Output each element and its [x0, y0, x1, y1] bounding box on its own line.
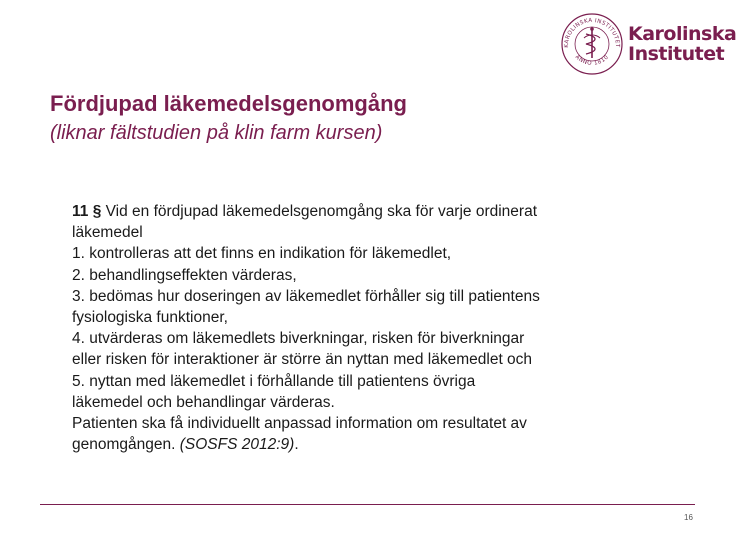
body-line-2: läkemedel	[72, 224, 143, 242]
body-line-1	[72, 201, 647, 222]
title-block	[50, 89, 590, 147]
body-line-12-end: .	[294, 436, 299, 454]
body-line-3: 1. kontrolleras att det finns en indikation för läkemedlet,	[72, 245, 452, 263]
body-line-12-start: genomgången.	[72, 436, 180, 454]
paragraph-lead: 11 §	[72, 203, 102, 220]
logo-name-line2: Institutet	[628, 43, 725, 65]
body-line-4: 2. behandlingseffekten värderas,	[72, 266, 297, 284]
body-line-11: Patienten ska få individuellt anpassad information om resultatet av	[72, 415, 527, 433]
body-line-9: 5. nyttan med läkemedlet i förhållande till patientens övriga	[72, 372, 476, 390]
body-line-6: fysiologiska funktioner,	[72, 309, 228, 327]
logo-name-line1: Karolinska	[628, 23, 736, 45]
citation: (SOSFS 2012:9)	[179, 436, 295, 454]
page-number: 16	[684, 513, 693, 522]
slide-body	[72, 201, 647, 455]
body-line-8: eller risken för interaktioner är större än nyttan med läkemedlet och	[72, 351, 533, 369]
body-line-5: 3. bedömas hur doseringen av läkemedlet förhåller sig till patientens	[72, 287, 540, 305]
slide-subtitle: (liknar fältstudien på klin farm kursen)	[50, 122, 383, 144]
body-line-12	[72, 434, 647, 455]
karolinska-wordmark	[628, 24, 736, 64]
svg-text:ANNO 1810: ANNO 1810	[573, 54, 611, 67]
karolinska-logo	[560, 12, 736, 76]
slide-title: Fördjupad läkemedelsgenomgång	[50, 91, 407, 116]
svg-text:KAROLINSKA INSTITUTET: KAROLINSKA INSTITUTET	[563, 17, 621, 48]
body-line-7: 4. utvärderas om läkemedlets biverkningar, risken för biverkningar	[72, 330, 525, 348]
karolinska-seal-icon	[560, 12, 624, 76]
body-line-1-rest: Vid en fördjupad läkemedelsgenomgång ska för varje ordinerat	[101, 203, 538, 220]
body-line-10: läkemedel och behandlingar värderas.	[72, 393, 335, 411]
footer-divider	[40, 504, 695, 505]
